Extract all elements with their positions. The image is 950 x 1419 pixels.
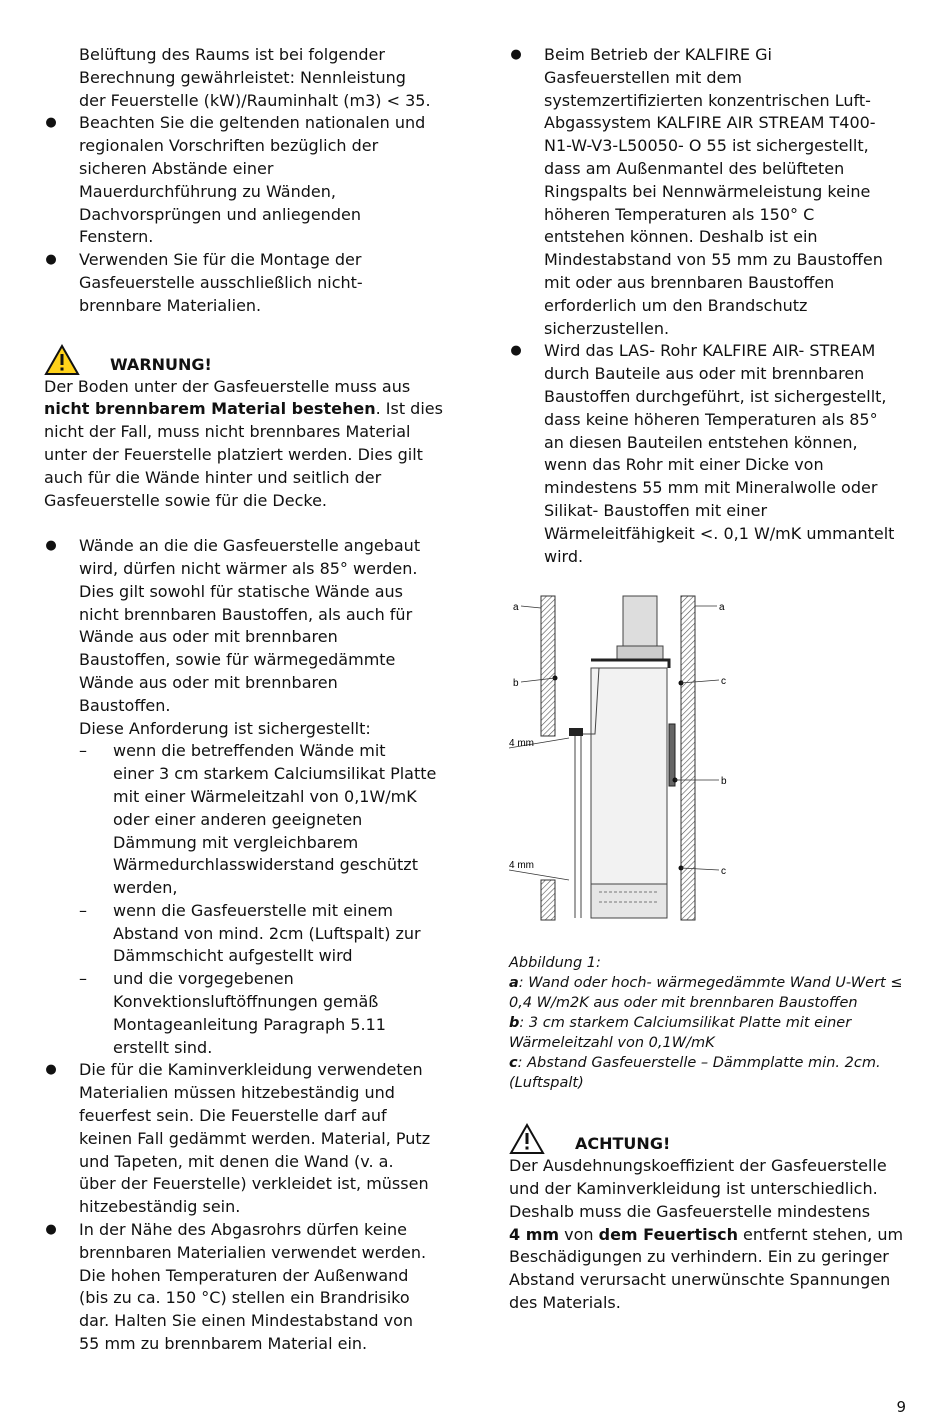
- text-line: erstellt sind.: [113, 1037, 213, 1057]
- label-a: a: [513, 602, 519, 614]
- text-line: regionalen Vorschriften bezüglich der: [79, 136, 379, 156]
- dash-icon: –: [79, 741, 87, 761]
- text-line: Silikat- Baustoffen mit einer: [544, 500, 768, 520]
- text-line: Abstand von mind. 2cm (Luftspalt) zur: [113, 923, 421, 943]
- text-line: wird.: [544, 546, 584, 566]
- text-line: Wände aus oder mit brennbaren: [79, 672, 338, 692]
- left-wall-lower: [541, 880, 555, 920]
- warning-heading: [44, 342, 444, 376]
- text-line: Mindestabstand von 55 mm zu Baustoffen: [544, 250, 883, 270]
- warning-paragraph: [44, 376, 444, 513]
- fireplace-top: [591, 660, 669, 668]
- text-line: Der Boden unter der Gasfeuerstelle muss aus: [44, 376, 411, 396]
- text-line: N1-W-V3-L50050- O 55 ist sichergestellt,: [544, 136, 869, 156]
- text-line: Abgassystem KALFIRE AIR STREAM T400-: [544, 113, 876, 133]
- text-line: sicheren Abstände einer: [79, 158, 274, 178]
- text-line: mindestens 55 mm mit Mineralwolle oder: [544, 478, 878, 498]
- bold-text: nicht brennbarem Material bestehen: [44, 399, 376, 419]
- insulation-plate: [669, 724, 675, 786]
- text-line: Die für die Kaminverkleidung verwendeten: [79, 1060, 423, 1080]
- text-line: Deshalb muss die Gasfeuerstelle mindestens: [509, 1201, 871, 1221]
- label-c-bottom: c: [721, 866, 726, 878]
- text-line: keinen Fall gedämmt werden. Material, Putz: [79, 1128, 431, 1148]
- bullet-item: [44, 249, 444, 317]
- caption-line: 0,4 W/m2K aus oder mit brennbaren Baustoffen: [509, 995, 858, 1012]
- text-line: systemzertifizierten konzentrischen Luft-: [544, 90, 871, 110]
- text-line: und der Kaminverkleidung ist unterschiedlich.: [509, 1178, 878, 1198]
- label-b: b: [513, 678, 519, 690]
- text-line: Wände an die die Gasfeuerstelle angebaut: [79, 536, 421, 556]
- text-line: nicht brennbarem Material bestehen. Ist dies: [44, 399, 443, 419]
- right-column: [509, 44, 909, 1315]
- text-line: 4 mm von dem Feuertisch entfernt stehen, um: [509, 1224, 904, 1244]
- dash-icon: –: [79, 900, 87, 920]
- attention-triangle-icon: [509, 1123, 545, 1155]
- text-line: Baustoffen, sowie für wärmegedämmte: [79, 650, 396, 670]
- caption-line: Wärmeleitzahl von 0,1W/mK: [509, 1035, 715, 1052]
- bullet-icon: ●: [45, 252, 57, 268]
- bullet-item: [509, 44, 909, 340]
- text-line: unter der Feuerstelle platziert werden. Dies gilt: [44, 444, 423, 464]
- label-c-top: c: [721, 676, 726, 688]
- text-line: Gasfeuerstellen mit dem: [544, 67, 742, 87]
- text-line: Baustoffen.: [79, 695, 171, 715]
- text-line: Materialien müssen hitzebeständig und: [79, 1083, 395, 1103]
- text-line: wird, dürfen nicht wärmer als 85° werden.: [79, 558, 418, 578]
- attention-heading: [509, 1121, 909, 1155]
- text-line: wenn die Gasfeuerstelle mit einem: [113, 900, 393, 920]
- text-line: Gasfeuerstelle ausschließlich nicht-: [79, 272, 363, 292]
- dash-item: [44, 968, 444, 1059]
- bullet-icon: ●: [45, 1062, 57, 1078]
- text-line: auch für die Wände hinter und seitlich der: [44, 467, 382, 487]
- text-line: mit oder aus brennbaren Baustoffen: [544, 272, 835, 292]
- text-line: und Tapeten, mit denen die Wand (v. a.: [79, 1151, 394, 1171]
- label-4mm-top: 4 mm: [509, 738, 534, 750]
- caption-line: b: 3 cm starkem Calciumsilikat Platte mit einer: [509, 1015, 852, 1032]
- fireplace-base: [591, 884, 667, 918]
- text-line: hitzebeständig sein.: [79, 1197, 241, 1217]
- bullet-item: [44, 1219, 444, 1356]
- text-line: Belüftung des Raums ist bei folgender: [79, 45, 385, 64]
- text-line: Gasfeuerstelle sowie für die Decke.: [44, 490, 327, 510]
- caption-line: a: Wand oder hoch- wärmegedämmte Wand U-Wert ≤: [509, 975, 903, 992]
- bullet-icon: ●: [510, 343, 522, 359]
- text-line: dass am Außenmantel des belüfteten: [544, 158, 845, 178]
- text-line: Wird das LAS- Rohr KALFIRE AIR- STREAM: [544, 341, 876, 361]
- caption-line: (Luftspalt): [509, 1075, 584, 1092]
- fireplace-body: [591, 668, 667, 918]
- text-line: Abstand verursacht unerwünschte Spannungen: [509, 1270, 891, 1290]
- label-b-right: b: [721, 776, 727, 788]
- text-line: Konvektionsluftöffnungen gemäß: [113, 992, 379, 1012]
- text-line: wenn die betreffenden Wände mit: [113, 741, 386, 761]
- text-line: Beachten Sie die geltenden nationalen und: [79, 113, 426, 133]
- text-line: In der Nähe des Abgasrohrs dürfen keine: [79, 1220, 407, 1240]
- bullet-item: [44, 112, 444, 249]
- page-number: 9: [896, 1398, 906, 1416]
- text-line: dar. Halten Sie einen Mindestabstand von: [79, 1311, 414, 1331]
- text-line: 55 mm zu brennbarem Material ein.: [79, 1334, 368, 1354]
- text-line: nicht brennbaren Baustoffen, als auch für: [79, 604, 413, 624]
- text-line: Dämmschicht aufgestellt wird: [113, 946, 353, 966]
- installation-diagram: [509, 588, 909, 928]
- text-line: Berechnung gewährleistet: Nennleistung: [79, 67, 406, 87]
- text-line: Beschädigungen zu verhindern. Ein zu geringer: [509, 1247, 889, 1267]
- text-line: Montageanleitung Paragraph 5.11: [113, 1014, 386, 1034]
- text-line: wenn das Rohr mit einer Dicke von: [544, 455, 824, 475]
- text-line: Fenstern.: [79, 227, 154, 247]
- caption-line: c: Abstand Gasfeuerstelle – Dämmplatte min. 2cm.: [509, 1055, 881, 1072]
- text-line: Dachvorsprüngen und anliegenden: [79, 204, 361, 224]
- text-line: brennbaren Materialien verwendet werden.: [79, 1242, 427, 1262]
- label-4mm-bottom: 4 mm: [509, 860, 534, 872]
- text-line: Die hohen Temperaturen der Außenwand: [79, 1265, 409, 1285]
- text-line: höheren Temperaturen als 150° C: [544, 204, 815, 224]
- text-line: Baustoffen durchgeführt, ist sichergestellt,: [544, 386, 887, 406]
- left-wall-upper: [541, 596, 555, 736]
- text-line: sicherzustellen.: [544, 318, 670, 338]
- text-line: oder einer anderen geeigneten: [113, 809, 363, 829]
- text-line: Dämmung mit vergleichbarem: [113, 832, 359, 852]
- attention-paragraph: [509, 1155, 909, 1315]
- text-line: feuerfest sein. Die Feuerstelle darf auf: [79, 1106, 387, 1126]
- text-line: über der Feuerstelle) verkleidet ist, müssen: [79, 1174, 429, 1194]
- text-line: Der Ausdehnungskoeffizient der Gasfeuerstelle: [509, 1156, 887, 1176]
- dash-item: [44, 740, 444, 900]
- text-line: Beim Betrieb der KALFIRE Gi: [544, 45, 772, 64]
- caption-title: Abbildung 1:: [509, 955, 601, 972]
- dash-item: [44, 900, 444, 968]
- text-line: erforderlich um den Brandschutz: [544, 295, 808, 315]
- bullet-icon: ●: [45, 538, 57, 554]
- pipe-collar: [617, 646, 663, 660]
- warning-triangle-icon: [44, 344, 80, 376]
- text-line: und die vorgegebenen: [113, 969, 294, 989]
- text-line: Ringspalts bei Nennwärmeleistung keine: [544, 181, 871, 201]
- bullet-item: [44, 535, 444, 740]
- dash-icon: –: [79, 969, 87, 989]
- intro-paragraph: [44, 44, 444, 112]
- text-line: durch Bauteile aus oder mit brennbaren: [544, 364, 865, 384]
- attention-title: ACHTUNG!: [575, 1134, 671, 1154]
- label-a-right: a: [719, 602, 725, 614]
- flue-pipe: [623, 596, 657, 654]
- text-line: entstehen können. Deshalb ist ein: [544, 227, 818, 247]
- right-wall: [681, 596, 695, 920]
- text-line: Mauerdurchführung zu Wänden,: [79, 181, 336, 201]
- text-line: einer 3 cm starkem Calciumsilikat Platte: [113, 764, 437, 784]
- text-line: werden,: [113, 878, 178, 898]
- text-line: brennbare Materialien.: [79, 295, 262, 315]
- text-line: Diese Anforderung ist sichergestellt:: [79, 718, 371, 738]
- left-column: [44, 44, 444, 1356]
- text-line: Dies gilt sowohl für statische Wände aus: [79, 581, 403, 601]
- bullet-icon: ●: [510, 47, 522, 62]
- front-seal: [569, 728, 583, 736]
- bullet-icon: ●: [45, 115, 57, 131]
- text-line: (bis zu ca. 150 °C) stellen ein Brandrisiko: [79, 1288, 410, 1308]
- text-line: dass keine höheren Temperaturen als 85°: [544, 409, 878, 429]
- text-line: Wärmedurchlasswiderstand geschützt: [113, 855, 418, 875]
- text-line: nicht der Fall, muss nicht brennbares Material: [44, 422, 411, 442]
- bullet-icon: ●: [45, 1222, 57, 1238]
- warning-title: WARNUNG!: [110, 354, 212, 374]
- bullet-item: [44, 1059, 444, 1219]
- bullet-item: [509, 340, 909, 568]
- text-line: mit einer Wärmeleitzahl von 0,1W/mK: [113, 786, 417, 806]
- text-line: an diesen Bauteilen entstehen können,: [544, 432, 858, 452]
- text-line: des Materials.: [509, 1292, 621, 1312]
- text-line: Wände aus oder mit brennbaren: [79, 627, 338, 647]
- text-line: Verwenden Sie für die Montage der: [79, 250, 362, 270]
- text-line: der Feuerstelle (kW)/Rauminhalt (m3) < 35.: [79, 90, 431, 110]
- figure-caption: [509, 953, 909, 1093]
- text-line: Wärmeleitfähigkeit <. 0,1 W/mK ummantelt: [544, 523, 895, 543]
